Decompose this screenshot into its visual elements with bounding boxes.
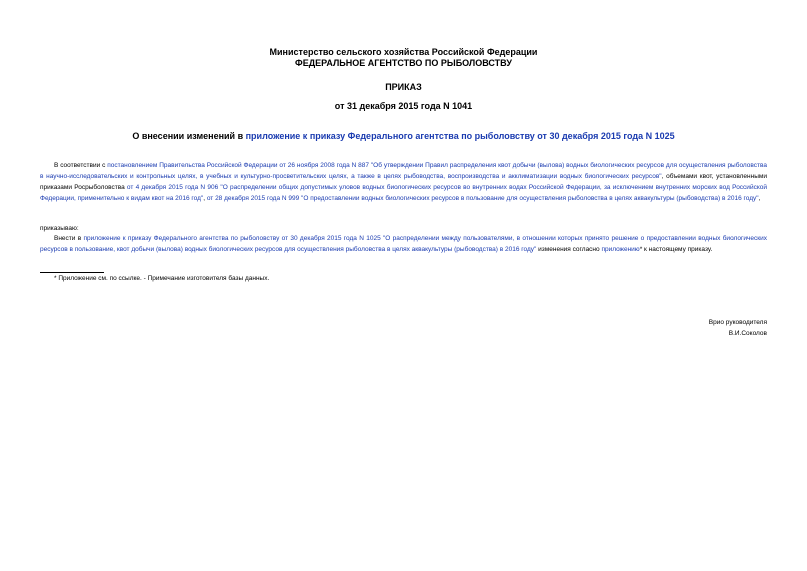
document-type: ПРИКАЗ: [385, 82, 422, 92]
ministry-name: Министерство сельского хозяйства Российской Федерации: [269, 47, 538, 57]
preamble-link-order-999[interactable]: от 28 декабря 2015 года N 999 "О предоставлении водных биологических ресурсов в пользование для осуществления рыболовства в целях аквакультуры (рыбоводства) в 2016 году": [206, 195, 759, 202]
paragraph-preamble: [40, 160, 767, 204]
footnote: * Приложение см. по ссылке. - Примечание изготовителя базы данных.: [54, 275, 270, 282]
order-link-appendix-1025[interactable]: приложение к приказу Федерального агентства по рыболовству от 30 декабря 2015 года N 1025 "О распределении между пользователями, в отношении которых принято решение о предоставлении водных биологических ресурсов в пользование, квот добычи (вылова) водных биологических ресурсов для осуществления рыболовства в целях аквакультуры (рыбоводства) в 2016 году": [40, 235, 767, 253]
signature-position: Врио руководителя: [708, 319, 767, 326]
preamble-text-a: В соответствии с: [54, 162, 108, 169]
paragraph-order-word: приказываю:: [40, 225, 79, 232]
title-prefix: О внесении изменений в: [132, 131, 246, 141]
paragraph-order-text: [40, 233, 767, 255]
preamble-text-c: ,: [203, 195, 207, 202]
footnote-divider: [40, 272, 104, 273]
signature-name: В.И.Соколов: [728, 330, 767, 337]
document-date-number: от 31 декабря 2015 года N 1041: [334, 101, 473, 111]
agency-name: ФЕДЕРАЛЬНОЕ АГЕНТСТВО ПО РЫБОЛОВСТВУ: [295, 58, 512, 68]
document-header: [0, 47, 807, 69]
preamble-text-b: , объемами квот, установленными приказами Росрыболовства: [40, 173, 767, 191]
order-text-c: * к настоящему приказу.: [639, 246, 713, 253]
preamble-link-order-906[interactable]: от 4 декабря 2015 года N 906 "О распределении общих допустимых уловов водных биологических ресурсов во внутренних водах Российской Федерации, за исключением внутренних морских вод Российской Федерации, применительно к видам квот на 2016 год": [40, 184, 767, 202]
preamble-text-d: ,: [758, 195, 761, 202]
order-link-appendix[interactable]: приложению: [601, 246, 640, 253]
title-link[interactable]: приложение к приказу Федерального агентства по рыболовству от 30 декабря 2015 года N 1025: [245, 131, 675, 141]
document-title: [0, 130, 807, 142]
preamble-link-decree-887[interactable]: постановлением Правительства Российской Федерации от 26 ноября 2008 года N 887 "Об утверждении Правил распределения квот добычи (вылова) водных биологических ресурсов для осуществления рыболовства в научно-исследовательских и контрольных целях, в учебных и культурно-просветительских целях, а также в целях рыбоводства, воспроизводства и акклиматизации водных биологических ресурсов": [40, 162, 768, 180]
order-text-b: изменения согласно: [536, 246, 602, 253]
order-text-a: Внести в: [54, 235, 84, 242]
